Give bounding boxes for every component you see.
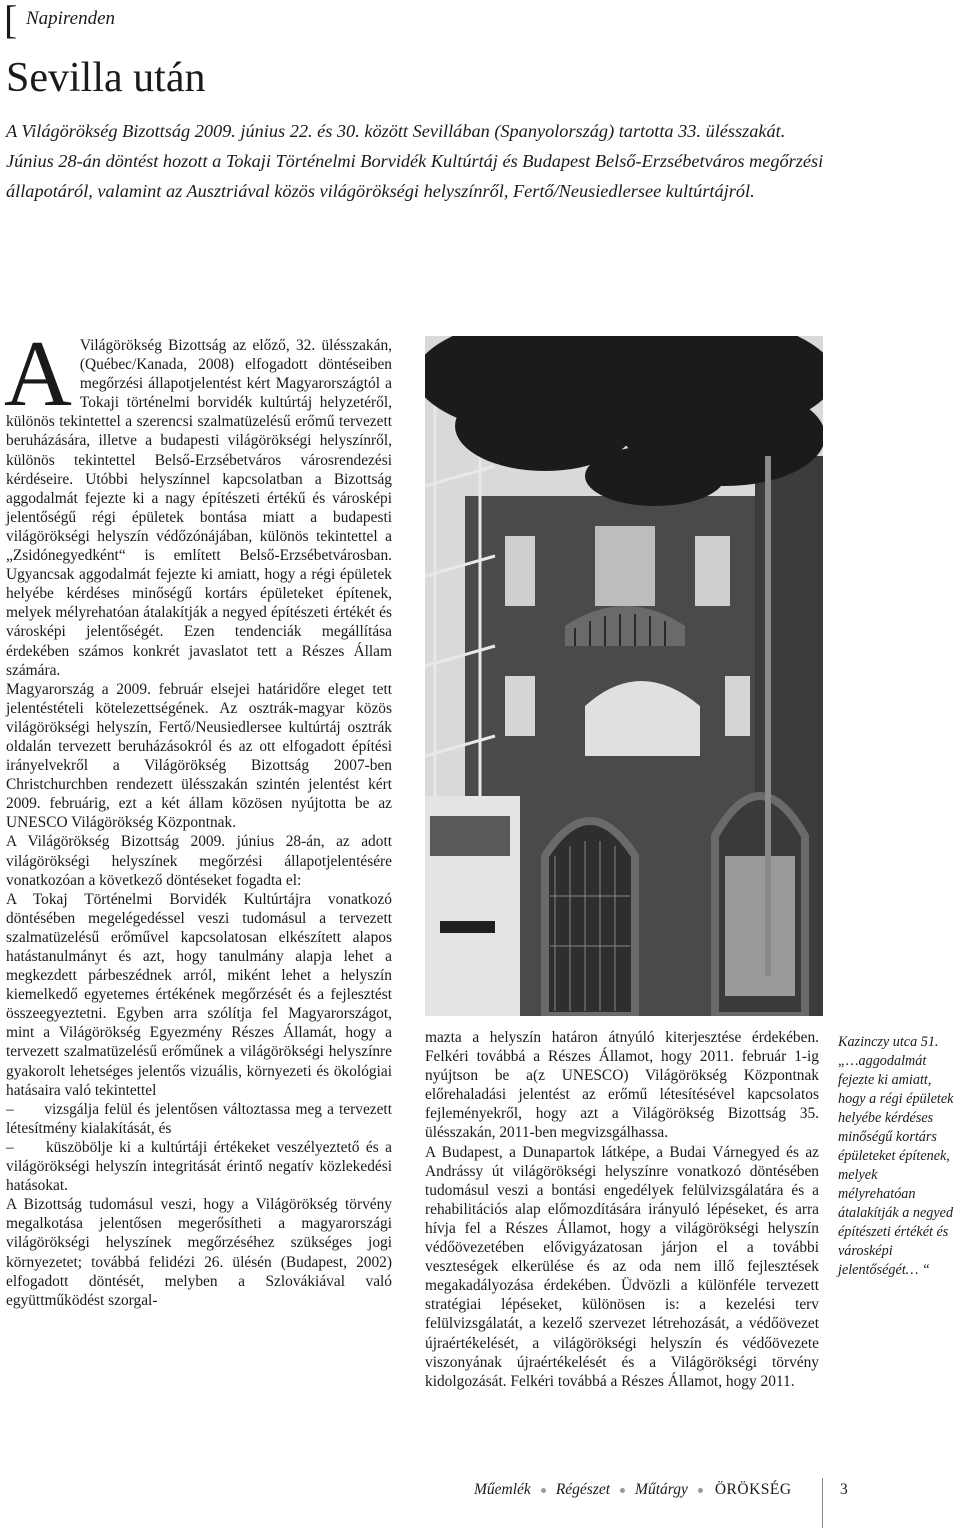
paragraph: A Budapest, a Dunapartok látképe, a Budai Várnegyed és az Andrássy út világörökségi helyszínre vonatkozó döntésében tudomásul veszi a bontási engedélyek felülvizsgálatára és a rehabilitációs alap előmozdítására irányuló lépéseket, és arra hívja fel a Részes Államot, hogy a világörökségi helyszín védőövezetében elővigyázatosan járjon el a további veszteségek elkerülése és az oda nem illő fejlesztések megakadályozása érdekében. Üdvözli a különféle tervezett stratégiai lépéseket, különösen is: a kezelési terv felülvizsgálatát, a kezelő szervezet létrehozását, a védőövezet újraértékelését, a világörökségi helyszín és védőövezete viszonyának újraértékelését és a Világörökségi törvény kidolgozását. Felkéri továbbá a Részes Államot, hogy 2011. <box>425 1143 819 1390</box>
page-footer <box>474 1481 792 1499</box>
building-photo-illustration <box>425 336 823 1016</box>
article-lead: A Világörökség Bizottság 2009. június 22. és 30. között Sevillában (Spanyolország) tartotta 33. ülésszakát. Június 28-án döntést hozott a Tokaji Történelmi Borvidék Kultúrtáj és Budapest Belső-Erzsébetváros megőrzési állapotáról, valamint az Ausztriával közös világörökségi helyszínről, Fertő/Neusiedlersee kultúrtájról. <box>6 121 824 201</box>
section-label: Napirenden <box>26 8 116 29</box>
body-column-left <box>4 322 392 1310</box>
footer-separator-dot <box>620 1488 625 1493</box>
photo-caption <box>838 1033 958 1280</box>
dash-list-item: – vizsgálja felül és jelentősen változtassa meg a tervezett létesítmény kialakítását, és <box>6 1100 392 1137</box>
footer-separator-dot <box>698 1488 703 1493</box>
footer-brand: ÖRÖKSÉG <box>714 1481 792 1498</box>
building-photo <box>425 336 823 1016</box>
caption-title: Kazinczy utca 51. <box>838 1034 939 1050</box>
article-title: Sevilla után <box>6 55 206 101</box>
dash-list-item: – küszöbölje ki a kultúrtáji értékeket veszélyeztető és a világörökségi helyszín integritását érintő negatív közlekedési hatásokat. <box>6 1138 392 1195</box>
paragraph: A Világörökség Bizottság 2009. június 28-án, az adott világörökségi helyszínek megőrzési állapotjelentésére vonatkozóan a következő döntéseket fogadta el: <box>6 833 392 889</box>
section-bracket: [ <box>4 0 18 42</box>
footer-item-muemlek: Műemlék <box>474 1481 531 1498</box>
caption-quote: „…aggodalmát fejezte ki amiatt, hogy a régi épületek helyébe kérdéses minőségű kortárs épületeket építenek, melyek mélyrehatóan átalakítják a negyed építészeti értékét és városképi jelentőségét… “ <box>838 1053 954 1278</box>
paragraph: Magyarország a 2009. február elsejei határidőre eleget tett jelentéstételi kötelezettségének. Az osztrák-magyar közös világörökségi helyszín, Fertő/Neusiedlersee kultúrtáj osztrák oldalán tervezett beruházásokról és az ott elfogadott építési irányelvekről a Világörökség Bizottság 2007-ben Christchurchben rendezett ülésszakán szintén jelentést kért 2009. februárig, ezt a két állam közösen nyújtotta be az UNESCO Világörökség Központnak. <box>6 680 392 832</box>
footer-divider <box>822 1478 823 1528</box>
paragraph: mazta a helyszín határon átnyúló kiterjesztése érdekében. Felkéri továbbá a Részes Államot, hogy 2011. február 1-ig nyújtson be a(z UNESCO) Világörökség Központnak előrehaladási jelentést az erőmű létesítésével kapcsolatos fejleményekről, hogy azt a Világörökség Bizottság 35. ülésszakán, 2011-ben megvizsgálhassa. <box>425 1029 819 1142</box>
paragraph: A Bizottság tudomásul veszi, hogy a Világörökség törvény megalkotása jelentősen megerősítheti a magyarországi világörökségi helyszínek megőrzéséhez szükséges jogi környezetet; továbbá felidézi 26. ülésén (Budapest, 2002) elfogadott döntését, melyben a Szlovákiával való együttműködést szorgal- <box>6 1196 392 1309</box>
paragraph-intro-text: Világörökség Bizottság az előző, 32. ülésszakán, (Québec/Kanada, 2008) elfogadott döntéseiben megőrzési állapotjelentést kért Magyarországtól a Tokaji történelmi borvidék kultúrtáj helyzetéről, különös tekintettel a szerencsi szalmatüzelésű erőmű tervezett beruházására, illetve a budapesti világörökségi helyszínről, különös tekintettel Belső-Erzsébetváros városrendezési kérdéseire. Utóbbi helyszínnel kapcsolatban a Bizottság aggodalmát fejezte ki a nagy építészeti értékű és városképi jelentőségű régi épületek bontása miatt a budapesti világörökségi helyszín védőzónájában, különös tekintettel a „Zsidónegyedként“ is említett Belső-Erzsébetvárosban. Ugyancsak aggodalmát fejezte ki amiatt, hogy a régi épületek helyébe kérdéses minőségű kortárs épületeket építenek, melyek mélyrehatóan átalakítják a negyed építészeti értékét és városképi jelentőségét. Ezen tendenciák megállítása érdekében számos konkrét javaslatot tett a Részes Állam számára. <box>6 337 392 679</box>
footer-item-regeszet: Régészet <box>555 1481 611 1498</box>
body-column-middle <box>425 1028 819 1391</box>
footer-separator-dot <box>541 1488 546 1493</box>
paragraph-intro <box>4 322 392 680</box>
page-number: 3 <box>840 1481 848 1498</box>
footer-item-mutargy: Műtárgy <box>635 1481 688 1498</box>
drop-cap: A <box>4 322 72 426</box>
paragraph: A Tokaj Történelmi Borvidék Kultúrtájra vonatkozó döntésében megelégedéssel veszi tudomásul a tervezett szalmatüzelésű erőművel kapcsolatosan elkészített alapos hatástanulmányt és azt, hogy tanulmány alapja lehet a megkezdett párbeszédnek arról, miként lehet a helyszín kiemelkedő egyetemes értékének megőrzését és a fejlesztést összeegyeztetni. Egyben arra szólítja fel Magyarországot, mint a Világörökség Egyezmény Részes Államát, hogy a tervezett szalmatüzelésű erőműnek a világörökségi helyszínre gyakorolt lehetséges jelentős vizuális, környezeti és ökológiai hatásaira való tekintettel <box>6 890 392 1099</box>
